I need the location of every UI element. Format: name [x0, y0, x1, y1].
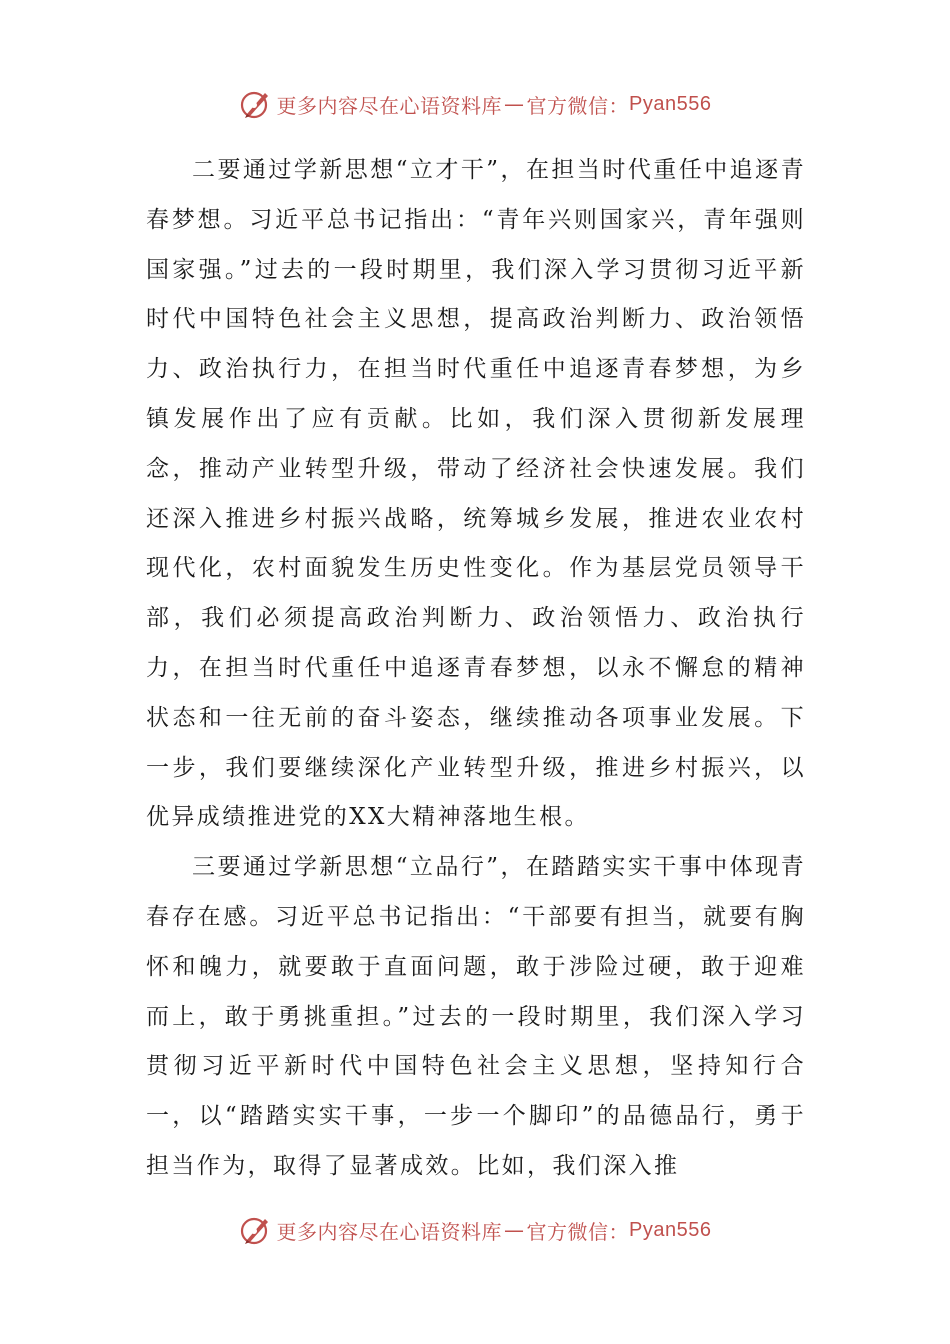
document-body [146, 146, 806, 1192]
header-watermark-banner [0, 84, 950, 124]
banner-dash: — [504, 1218, 525, 1242]
pen-circle-icon [239, 1213, 273, 1247]
banner-wechat-label: 官方微信： [526, 1219, 630, 1244]
banner-main-text: 更多内容尽在心语资料库 [276, 1219, 503, 1244]
banner-main-text: 更多内容尽在心语资料库 [276, 93, 503, 118]
paragraph-3: 三要通过学新思想“立品行”，在踏踏实实干事中体现青春存在感。习近平总书记指出：“干部要有担当，就要有胸怀和魄力，就要敢于直面问题，敢于涉险过硬，敢于迎难而上，敢于勇挑重担。”过去的一段时期里，我们深入学习贯彻习近平新时代中国特色社会主义思想，坚持知行合一，以“踏踏实实干事，一步一个脚印”的品德品行，勇于担当作为，取得了显著成效。比如，我们深入推 [146, 854, 806, 1179]
banner-wechat-id: Pyan556 [629, 1218, 712, 1241]
footer-watermark-banner [0, 1210, 950, 1250]
banner-dash: — [504, 92, 525, 116]
banner-wechat-id: Pyan556 [629, 92, 712, 115]
banner-wechat-label: 官方微信： [526, 93, 630, 118]
paragraph-2: 二要通过学新思想“立才干”，在担当时代重任中追逐青春梦想。习近平总书记指出：“青年兴则国家兴，青年强则国家强。”过去的一段时期里，我们深入学习贯彻习近平新时代中国特色社会主义思想，提高政治判断力、政治领悟力、政治执行力，在担当时代重任中追逐青春梦想，为乡镇发展作出了应有贡献。比如，我们深入贯彻新发展理念，推动产业转型升级，带动了经济社会快速发展。我们还深入推进乡村振兴战略，统筹城乡发展，推进农业农村现代化，农村面貌发生历史性变化。作为基层党员领导干部，我们必须提高政治判断力、政治领悟力、政治执行力，在担当时代重任中追逐青春梦想，以永不懈怠的精神状态和一往无前的奋斗姿态，继续推动各项事业发展。下一步，我们要继续深化产业转型升级，推进乡村振兴，以优异成绩推进党的XX大精神落地生根。 [146, 157, 806, 831]
pen-circle-icon [239, 87, 273, 121]
